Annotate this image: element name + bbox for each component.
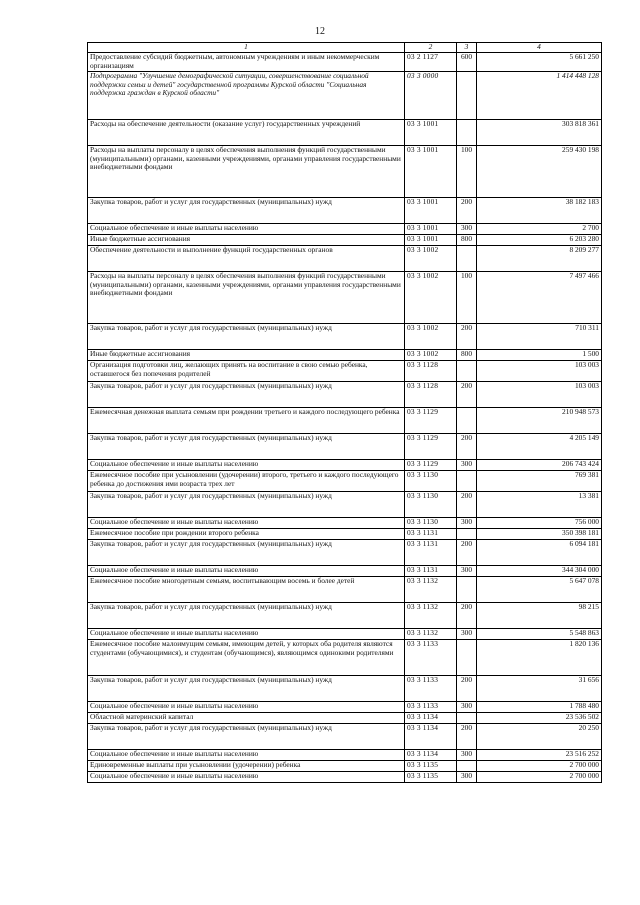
row-amount: 8 209 277 bbox=[477, 246, 602, 272]
table-row bbox=[88, 224, 602, 235]
row-expense-type: 200 bbox=[457, 198, 477, 224]
table-row bbox=[88, 471, 602, 492]
row-name: Социальное обеспечение и иные выплаты населению bbox=[88, 518, 405, 529]
row-expense-type bbox=[457, 761, 477, 772]
table-row bbox=[88, 146, 602, 198]
row-expense-type: 300 bbox=[457, 772, 477, 783]
row-name: Подпрограмма "Улучшение демографической ситуации, совершенствование социальной поддержки семьи и детей" государственной программы Курской области "Социальная поддержка граждан в Курской области" bbox=[88, 72, 405, 120]
row-expense-type bbox=[457, 246, 477, 272]
row-expense-type bbox=[457, 640, 477, 676]
row-expense-type: 300 bbox=[457, 629, 477, 640]
row-code: 03 3 0000 bbox=[405, 72, 457, 120]
row-code: 03 3 1134 bbox=[405, 724, 457, 750]
table-row bbox=[88, 713, 602, 724]
row-expense-type: 200 bbox=[457, 724, 477, 750]
row-amount: 350 398 181 bbox=[477, 529, 602, 540]
row-name: Обеспечение деятельности и выполнение функций государственных органов bbox=[88, 246, 405, 272]
row-expense-type: 100 bbox=[457, 146, 477, 198]
row-code: 03 3 1001 bbox=[405, 146, 457, 198]
row-name: Ежемесячное пособие многодетным семьям, воспитывающим восемь и более детей bbox=[88, 577, 405, 603]
row-code: 03 3 1133 bbox=[405, 676, 457, 702]
table-row bbox=[88, 577, 602, 603]
row-name: Ежемесячное пособие при рождении второго ребенка bbox=[88, 529, 405, 540]
row-name: Социальное обеспечение и иные выплаты населению bbox=[88, 224, 405, 235]
row-amount: 5 661 250 bbox=[477, 53, 602, 72]
row-expense-type bbox=[457, 361, 477, 382]
table-row bbox=[88, 324, 602, 350]
row-name: Социальное обеспечение и иные выплаты населению bbox=[88, 750, 405, 761]
row-amount: 756 000 bbox=[477, 518, 602, 529]
row-amount: 206 743 424 bbox=[477, 460, 602, 471]
row-amount: 31 656 bbox=[477, 676, 602, 702]
row-name: Закупка товаров, работ и услуг для государственных (муниципальных) нужд bbox=[88, 492, 405, 518]
row-code: 03 3 1131 bbox=[405, 540, 457, 566]
row-code: 03 3 1002 bbox=[405, 246, 457, 272]
row-code: 03 3 1130 bbox=[405, 518, 457, 529]
row-expense-type: 300 bbox=[457, 566, 477, 577]
row-expense-type: 800 bbox=[457, 235, 477, 246]
table-row bbox=[88, 350, 602, 361]
row-name: Закупка товаров, работ и услуг для государственных (муниципальных) нужд bbox=[88, 676, 405, 702]
table-row bbox=[88, 640, 602, 676]
row-code: 03 3 1135 bbox=[405, 761, 457, 772]
row-code: 03 3 1129 bbox=[405, 460, 457, 471]
row-amount: 23 516 252 bbox=[477, 750, 602, 761]
row-code: 03 3 1128 bbox=[405, 361, 457, 382]
row-code: 03 2 1127 bbox=[405, 53, 457, 72]
row-amount: 20 250 bbox=[477, 724, 602, 750]
table-row bbox=[88, 540, 602, 566]
row-code: 03 3 1132 bbox=[405, 603, 457, 629]
row-name: Расходы на выплаты персоналу в целях обеспечения выполнения функций государственными (муниципальными) органами, казенными учреждениями, органами управления государственными внебюджетными фондами bbox=[88, 272, 405, 324]
row-name: Иные бюджетные ассигнования bbox=[88, 350, 405, 361]
row-expense-type bbox=[457, 120, 477, 146]
row-code: 03 3 1002 bbox=[405, 350, 457, 361]
header-col-4: 4 bbox=[477, 43, 602, 53]
row-name: Социальное обеспечение и иные выплаты населению bbox=[88, 460, 405, 471]
row-expense-type: 300 bbox=[457, 518, 477, 529]
row-expense-type bbox=[457, 72, 477, 120]
table-row bbox=[88, 72, 602, 120]
row-name: Расходы на обеспечение деятельности (оказание услуг) государственных учреждений bbox=[88, 120, 405, 146]
row-code: 03 3 1002 bbox=[405, 324, 457, 350]
row-name: Закупка товаров, работ и услуг для государственных (муниципальных) нужд bbox=[88, 434, 405, 460]
row-name: Предоставление субсидий бюджетным, автономным учреждениям и иным некоммерческим организациям bbox=[88, 53, 405, 72]
row-amount: 6 094 181 bbox=[477, 540, 602, 566]
table-row bbox=[88, 361, 602, 382]
row-amount: 38 182 183 bbox=[477, 198, 602, 224]
row-name: Ежемесячная денежная выплата семьям при рождении третьего и каждого последующего ребенка bbox=[88, 408, 405, 434]
row-name: Закупка товаров, работ и услуг для государственных (муниципальных) нужд bbox=[88, 724, 405, 750]
row-code: 03 3 1129 bbox=[405, 434, 457, 460]
row-code: 03 3 1129 bbox=[405, 408, 457, 434]
row-name: Ежемесячное пособие малоимущим семьям, имеющим детей, у которых оба родителя являются студентами (обучающимися), и студентам (обучающимся), являющимся одинокими родителями bbox=[88, 640, 405, 676]
page-number: 12 bbox=[315, 26, 325, 37]
row-amount: 2 700 000 bbox=[477, 761, 602, 772]
table-row bbox=[88, 566, 602, 577]
row-amount: 103 003 bbox=[477, 361, 602, 382]
table-header-row bbox=[88, 43, 602, 53]
table-row bbox=[88, 518, 602, 529]
row-amount: 4 205 149 bbox=[477, 434, 602, 460]
row-expense-type bbox=[457, 529, 477, 540]
table-row bbox=[88, 382, 602, 408]
row-code: 03 3 1132 bbox=[405, 629, 457, 640]
table-row bbox=[88, 702, 602, 713]
row-expense-type: 300 bbox=[457, 702, 477, 713]
row-amount: 23 536 502 bbox=[477, 713, 602, 724]
row-amount: 6 203 280 bbox=[477, 235, 602, 246]
row-amount: 710 311 bbox=[477, 324, 602, 350]
row-expense-type: 200 bbox=[457, 603, 477, 629]
row-code: 03 3 1132 bbox=[405, 577, 457, 603]
row-code: 03 3 1131 bbox=[405, 529, 457, 540]
table-row bbox=[88, 724, 602, 750]
header-col-2: 2 bbox=[405, 43, 457, 53]
row-amount: 98 215 bbox=[477, 603, 602, 629]
row-code: 03 3 1001 bbox=[405, 235, 457, 246]
row-name: Закупка товаров, работ и услуг для государственных (муниципальных) нужд bbox=[88, 603, 405, 629]
table-row bbox=[88, 408, 602, 434]
row-expense-type bbox=[457, 408, 477, 434]
row-name: Социальное обеспечение и иные выплаты населению bbox=[88, 702, 405, 713]
row-amount: 13 381 bbox=[477, 492, 602, 518]
table-row bbox=[88, 772, 602, 783]
row-amount: 103 003 bbox=[477, 382, 602, 408]
table-row bbox=[88, 750, 602, 761]
table-row bbox=[88, 272, 602, 324]
table-row bbox=[88, 434, 602, 460]
row-name: Социальное обеспечение и иные выплаты населению bbox=[88, 566, 405, 577]
row-expense-type: 200 bbox=[457, 492, 477, 518]
row-code: 03 3 1133 bbox=[405, 702, 457, 713]
row-name: Ежемесячное пособие при усыновлении (удочерении) второго, третьего и каждого последующего ребенка до достижения ими возраста трех лет bbox=[88, 471, 405, 492]
row-name: Закупка товаров, работ и услуг для государственных (муниципальных) нужд bbox=[88, 324, 405, 350]
row-amount: 5 647 078 bbox=[477, 577, 602, 603]
row-expense-type bbox=[457, 713, 477, 724]
row-expense-type: 200 bbox=[457, 382, 477, 408]
table-row bbox=[88, 120, 602, 146]
row-code: 03 3 1001 bbox=[405, 224, 457, 235]
row-code: 03 3 1130 bbox=[405, 471, 457, 492]
row-name: Организация подготовки лиц, желающих принять на воспитание в свою семью ребенка, оставшегося без попечения родителей bbox=[88, 361, 405, 382]
row-name: Социальное обеспечение и иные выплаты населению bbox=[88, 629, 405, 640]
row-amount: 5 548 863 bbox=[477, 629, 602, 640]
row-name: Закупка товаров, работ и услуг для государственных (муниципальных) нужд bbox=[88, 382, 405, 408]
row-name: Единовременные выплаты при усыновлении (удочерении) ребенка bbox=[88, 761, 405, 772]
row-amount: 2 700 000 bbox=[477, 772, 602, 783]
row-amount: 2 700 bbox=[477, 224, 602, 235]
row-code: 03 3 1131 bbox=[405, 566, 457, 577]
row-expense-type: 200 bbox=[457, 540, 477, 566]
header-col-1: 1 bbox=[88, 43, 405, 53]
row-code: 03 3 1128 bbox=[405, 382, 457, 408]
row-expense-type: 200 bbox=[457, 676, 477, 702]
table-row bbox=[88, 529, 602, 540]
row-expense-type: 300 bbox=[457, 224, 477, 235]
row-code: 03 3 1002 bbox=[405, 272, 457, 324]
header-col-3: 3 bbox=[457, 43, 477, 53]
row-name: Закупка товаров, работ и услуг для государственных (муниципальных) нужд bbox=[88, 198, 405, 224]
row-expense-type: 300 bbox=[457, 460, 477, 471]
row-amount: 303 818 361 bbox=[477, 120, 602, 146]
row-amount: 1 414 448 128 bbox=[477, 72, 602, 120]
row-amount: 210 948 573 bbox=[477, 408, 602, 434]
table-row bbox=[88, 246, 602, 272]
row-code: 03 3 1135 bbox=[405, 772, 457, 783]
row-expense-type: 200 bbox=[457, 324, 477, 350]
row-code: 03 3 1133 bbox=[405, 640, 457, 676]
row-code: 03 3 1001 bbox=[405, 198, 457, 224]
row-expense-type: 600 bbox=[457, 53, 477, 72]
row-amount: 259 430 198 bbox=[477, 146, 602, 198]
row-amount: 1 820 136 bbox=[477, 640, 602, 676]
row-expense-type: 800 bbox=[457, 350, 477, 361]
row-expense-type bbox=[457, 577, 477, 603]
row-name: Социальное обеспечение и иные выплаты населению bbox=[88, 772, 405, 783]
row-code: 03 3 1130 bbox=[405, 492, 457, 518]
table-row bbox=[88, 761, 602, 772]
table-row bbox=[88, 235, 602, 246]
row-expense-type: 200 bbox=[457, 434, 477, 460]
row-name: Закупка товаров, работ и услуг для государственных (муниципальных) нужд bbox=[88, 540, 405, 566]
row-amount: 7 497 466 bbox=[477, 272, 602, 324]
table-row bbox=[88, 629, 602, 640]
row-code: 03 3 1001 bbox=[405, 120, 457, 146]
row-code: 03 3 1134 bbox=[405, 750, 457, 761]
table-row bbox=[88, 492, 602, 518]
table-row bbox=[88, 53, 602, 72]
row-expense-type bbox=[457, 471, 477, 492]
table-row bbox=[88, 460, 602, 471]
table-row bbox=[88, 676, 602, 702]
row-name: Иные бюджетные ассигнования bbox=[88, 235, 405, 246]
row-expense-type: 300 bbox=[457, 750, 477, 761]
table-row bbox=[88, 198, 602, 224]
row-expense-type: 100 bbox=[457, 272, 477, 324]
row-amount: 344 304 000 bbox=[477, 566, 602, 577]
row-amount: 1 788 480 bbox=[477, 702, 602, 713]
budget-table bbox=[87, 42, 602, 783]
row-code: 03 3 1134 bbox=[405, 713, 457, 724]
row-amount: 1 500 bbox=[477, 350, 602, 361]
row-name: Расходы на выплаты персоналу в целях обеспечения выполнения функций государственными (муниципальными) органами, казенными учреждениями, органами управления государственными внебюджетными фондами bbox=[88, 146, 405, 198]
row-amount: 769 381 bbox=[477, 471, 602, 492]
table-row bbox=[88, 603, 602, 629]
row-name: Областной материнский капитал bbox=[88, 713, 405, 724]
